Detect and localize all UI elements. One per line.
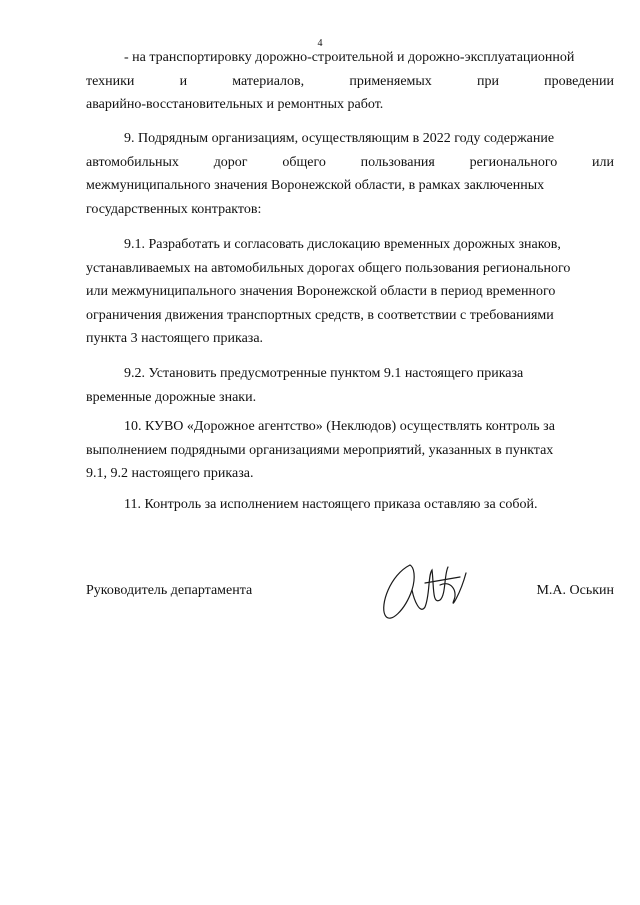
spread-line [86,151,614,175]
word: пользования [360,154,435,170]
word: и [179,73,188,89]
paragraph-9-2 [86,362,614,409]
word: дорог [213,154,248,170]
text-line: 11. Контроль за исполнением настоящего приказа оставляю за собой. [124,497,538,512]
text-line: 9.1, 9.2 настоящего приказа. [86,466,254,481]
text-line: устанавливаемых на автомобильных дорогах общего пользования регионального [86,260,571,276]
paragraph-11 [86,493,614,517]
text-line: - на транспортировку дорожно-строительной и дорожно-эксплуатационной [124,50,575,65]
word: автомобильных [86,154,179,170]
word: при [476,73,499,89]
paragraph-transport [86,46,614,117]
paragraph-9-1 [86,233,614,351]
text-line: или межмуниципального значения Воронежской области в период временного [86,284,556,299]
text-line: 9.1. Разработать и согласовать дислокацию временных дорожных знаков, [124,237,561,252]
text-line: 10. КУВО «Дорожное агентство» (Неклюдов) осуществлять контроль за [124,419,555,434]
text-line: аварийно-восстановительных и ремонтных работ. [86,97,384,112]
word: или [592,154,614,170]
paragraph-10 [86,415,614,486]
word: проведении [544,73,614,89]
signatory-name: М.А. Оськин [536,583,614,598]
word: материалов, [232,73,305,89]
word: применяемых [349,73,432,89]
text-line: временные дорожные знаки. [86,389,257,405]
word: общего [282,154,326,170]
text-line: пункта 3 настоящего приказа. [86,331,264,346]
spread-line [86,70,614,94]
text-line: межмуниципального значения Воронежской области, в рамках заключенных [86,178,545,193]
handwritten-signature [370,555,480,635]
text-line: ограничения движения транспортных средств, в соответствии с требованиями [86,307,554,323]
paragraph-9 [86,127,614,221]
page-number: 4 [317,38,323,49]
word: регионального [469,154,558,170]
text-line: 9. Подрядным организациям, осуществляющим в 2022 году содержание [124,131,555,146]
text-line: выполнением подрядными организациями мероприятий, указанных в пунктах [86,442,554,458]
text-line: 9.2. Установить предусмотренные пунктом 9.1 настоящего приказа [124,366,524,381]
word: техники [86,73,135,89]
text-line: государственных контрактов: [86,201,262,217]
signatory-title: Руководитель департамента [86,583,253,598]
